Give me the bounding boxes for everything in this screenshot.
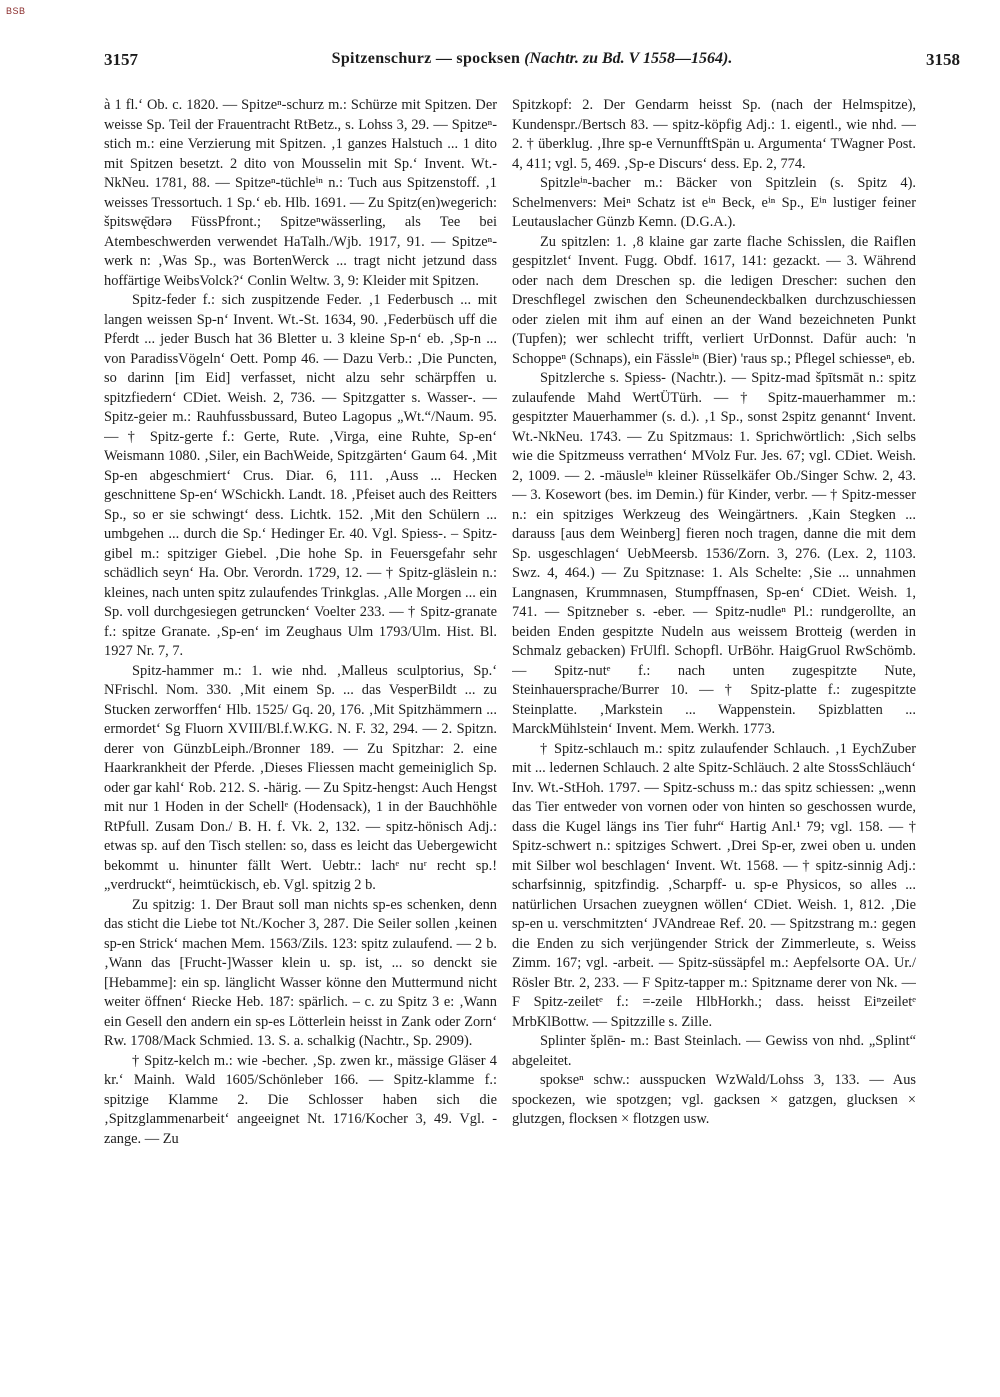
page-header [104, 50, 960, 76]
dictionary-paragraph: Spitzleⁱⁿ-bacher m.: Bäcker von Spitzlein (s. Spitz 4). Schelmenvers: Meiⁿ Schatz ist eⁱⁿ Beck, eⁱⁿ Sp., Eⁱⁿ lustiger feiner Leutauslacher Günzb Kemn. (D.G.A.). [512, 175, 916, 230]
dictionary-paragraph: Spitz-hammer m.: 1. wie nhd. ‚Malleus sculptorius, Sp.‘ NFrischl. Nom. 330. ‚Mit einem Sp. ... das VesperBildt ... zu Stucken zerworffen‘ Hlb. 1525/ Gq. 20, 176. ‚Mit Spitzhämmern ... ermordet‘ Sg Fluorn XVIII/Bl.f.W.KG. N. F. 32, 294. — 2. Spitzn. derer von GünzbLeiph./Bronner 189. — Zu Spitzhar: 2. eine Haarkrankheit der Pferde. ‚Dieses Fliessen macht gemeiniglich Sp. oder gar kahl‘ Rob. 212. S. -härig. — Zu Spitz-hengst: Auch Hengst mit nur 1 Hoden in der Schellᵉ (Hodensack), 1 in der Bauchhöhle RtPfull. Zusam Don./ B. H. f. Vk. 2, 132. — spitz-hönisch Adj.: etwas sp. auf den Tisch stellen: so, dass es leicht das Uebergewicht bekommt u. hinunter fällt Wert. Uebtr.: lachᵉ nuʳ recht sp.! „verdruckt“, heimtückisch, eb. Vgl. spitzig 2 b. [104, 662, 497, 893]
dictionary-paragraph: Zu spitzlen: 1. ‚8 klaine gar zarte flache Schisslen, die Raiflen gespitzlet‘ Invent. Fugg. Obdf. 1617, 141: gezackt. — 3. Während oder nach dem Dreschen sp. die ledigen Drescher: suchen den Dreschflegel zwischen den Scheunendeckbalken durchzuschiessen oder zielen mit ihm auf einen an der Wand bezeichneten Punkt (Tupfen); wer schlecht trifft, verliert UrDonnst. Dafür auch: 'n Schoppeⁿ (Schnaps), ein Fässleⁱⁿ (Bier) 'raus sp.; Pflegel schiesseⁿ, eb. [512, 233, 916, 367]
dictionary-paragraph: Spitzkopf: 2. Der Gendarm heisst Sp. (nach der Helmspitze), Kundenspr./Bertsch 83. — spitz-köpfig Adj.: 1. eigentl., wie nhd. — 2. † überklug. ‚Ihre sp-e VernunfftSpän u. Argumenta‘ TWagner Post. 4, 411; vgl. 5, 469. ‚Sp-e Discurs‘ dess. Ep. 2, 774. [512, 97, 916, 172]
dictionary-paragraph: spokseⁿ schw.: ausspucken WzWald/Lohss 3, 133. — Aus spockezen, wie spotzgen; vgl. gacksen × gatzgen, glucksen × glutzgen, flocksen × flotzgen usw. [512, 1072, 916, 1127]
running-title-main: Spitzenschurz — spocksen [331, 50, 521, 67]
dictionary-paragraph: Splinter šplēn- m.: Bast Steinlach. — Gewiss von nhd. „Splint“ abgeleitet. [512, 1033, 916, 1069]
page-number-right: 3158 [926, 50, 960, 69]
library-stamp: BSB [6, 6, 26, 16]
right-column [512, 96, 916, 1296]
dictionary-paragraph: Spitzlerche s. Spiess- (Nachtr.). — Spitz-mad špītsmāt n.: spitz zulaufende Mahd WertÜTürh. — † Spitz-mauerhammer m.: gespitzter Mauerhammer (s. d.). ‚1 Sp., sonst 2spitz genannt‘ Invent. Wt.-NkNeu. 1743. — Zu Spitzmaus: 1. Sprichwörtlich: ‚Sich selbs wie die Spitzmeuss verrathen‘ MVolz Fur. Jes. 67; vgl. CDiet. Weish. 2, 1009. — 2. -mäusleⁱⁿ kleiner Rüsselkäfer Ob./Singer Schw. 2, 43. — 3. Kosewort (bes. im Demin.) für Kinder, verbr. — † Spitz-messer n.: ein spitziges Werkzeug des Weingärtners. ‚Kain Stegken ... darauss [aus dem Weinberg] fieren noch tragen, danne die mit dem Sp. usgeschlagen‘ UebMeersb. 1536/Zorn. 3, 276. (Lex. 2, 1103. Swz. 4, 464.) — Zu Spitznase: 1. Als Schelte: ‚Sie ... unnahmen Langnasen, Krummnasen, Stumpffnasen, Sp-en‘ CDiet. Weish. 1, 741. — Spitzneber s. -eber. — Spitz-nudleⁿ Pl.: rundgerollte, an beiden Enden gespitzte Nudeln aus weissem Brotteig (werden in Schmalz gebacken) FrUlfl. Schopfl. UrBöhr. HaigGruol RwSchömb. — Spitz-nutᵉ f.: nach unten zugespitzte Nute, Steinhauersprache/Burrer 10. — † Spitz-platte f.: zugespitzte Steinplatte. ‚Markstein ... Wappenstein. Spizblatten ... MarckMühlstein‘ Invent. Mem. Werkh. 1773. [512, 370, 916, 737]
left-column [104, 96, 497, 1286]
dictionary-paragraph: Spitz-feder f.: sich zuspitzende Feder. ‚1 Federbusch ... mit langen weissen Sp-n‘ Invent. Wt.-St. 1634, 90. ‚Federbüsch uff die Pferdt ... jeder Busch hat 36 Bletter u. 3 kleine Sp-n‘ eb. ‚Sp-n ... von ParadissVögeln‘ Oett. Pomp 46. — Dazu Verb.: ‚Die Puncten, so darinn [im Eid] verfasset, nicht alzu sehr schärpffen u. spitzfiedern‘ CDiet. Weish. 2, 736. — Spitzgatter s. Wasser-. — Spitz-geier m.: Rauhfussbussard, Buteo Lagopus „Wt.“/Naum. 95. — † Spitz-gerte f.: Gerte, Rute. ‚Virga, eine Ruhte, Sp-en‘ Weismann 1080. ‚Siler, ein BachWeide, Spitzgärten‘ Gaum 64. ‚Mit Sp-en abgeschmiert‘ Crus. Diar. 6, 111. ‚Auss ... Hecken geschnittene Sp-en‘ WSchickh. Landt. 18. ‚Pfeiset auch des Reitters Sp., so er sie schwingt‘ dess. Lichtk. 152. ‚Mit den Schülern ... umbgehen ... durch die Sp.‘ Hedinger Er. 40. Vgl. Spiess-. – Spitz-gibel m.: spitziger Giebel. ‚Die hohe Sp. in Feuersgefahr sehr schädlich seyn‘ Ha. Obr. Verordn. 1729, 12. — † Spitz-gläslein n.: kleines, nach unten spitz zulaufendes Trinkglas. ‚Alle Morgen ... ein Sp. voll durchgesiegen getruncken‘ Voelter 233. — † Spitz-granate f.: spitze Granate. ‚Sp-en‘ im Zeughaus Ulm 1793/Ulm. Hist. Bl. 1927 Nr. 7, 7. [104, 292, 497, 659]
dictionary-paragraph: † Spitz-kelch m.: wie -becher. ‚Sp. zwen kr., mässige Gläser 4 kr.‘ Mainh. Wald 1605/Schönleber 166. — Spitz-klamme f.: spitzige Klamme 2. Die Schlosser haben sich die ‚Spitzglammenarbeit‘ angeeignet Nt. 1716/Kocher 3, 49. Vgl. -zange. — Zu [104, 1052, 497, 1147]
dictionary-paragraph: Zu spitzig: 1. Der Braut soll man nichts sp-es schenken, denn das sticht die Liebe tot Nt./Kocher 3, 287. Die Seiler sollen ‚keinen sp-en Strick‘ machen Mem. 1563/Zils. 123: spitz zulaufend. — 2 b. ‚Wann das [Frucht-]Wasser klein u. sp. ist, ... so denckt sie [Hebamme]: ein sp. länglicht Wasser könne den Muttermund nicht weiter öffnen‘ Riecke Heb. 187: spärlich. – c. zu Spitz 3 e: ‚Wann ein Gesell den andern ein sp-es Lötterlein heisst in Zank oder Zorn‘ Rw. 1708/Mack Schmied. 13. S. a. schalkig (Nachtr., Sp. 2909). [104, 896, 497, 1049]
running-title-italic: (Nachtr. zu Bd. V 1558—1564). [524, 50, 733, 67]
running-title [104, 50, 960, 68]
dictionary-paragraph: à 1 fl.‘ Ob. c. 1820. — Spitzeⁿ-schurz m.: Schürze mit Spitzen. Der weisse Sp. Teil der Frauentracht RtBetz., s. Lohss 3, 29. — Spitzeⁿ-stich m.: eine Verzierung mit Spitzen. ‚1 ganzes Halstuch ... 1 dito mit Spitzen besetzt. 2 dito von Mousselin mit Sp.‘ Invent. Wt.-NkNeu. 1781, 88. — Spitzeⁿ-tüchleⁱⁿ n.: Tuch aus Spitzenstoff. ‚1 weisses Tressortuch. 1 Sp.‘ eb. Hlb. 1691. — Zu Spitz(en)wegerich: špitswę̄dərə FüssPfront.; Spitzeⁿwässerling, als Tee bei Atembeschwerden verwendet HaTalh./Wjb. 1917, 91. — Spitzeⁿ-werk n: ‚Was Sp., was BortenWerck ... tragt nicht jetzund dass hoffärtige WeibsVolck?‘ Conlin Weltw. 3, 9: Kleider mit Spitzen. [104, 97, 497, 289]
page-number-left: 3157 [104, 50, 138, 69]
dictionary-paragraph: † Spitz-schlauch m.: spitz zulaufender Schlauch. ‚1 EychZuber mit ... ledernen Schlauch. 2 alte Spitz-Schläuch. 2 alte StossSchläuch‘ Inv. Wt.-StHoh. 1797. — Spitz-schuss m.: das spitz schiessen: „wenn das Tier entweder von vornen oder von hinten so geschossen wurde, dass die Kugel längs ins Tier fuhr“ Hartig Anl.¹ 79; vgl. 158. — † Spitz-schwert n.: spitziges Schwert. ‚Drei Sp-er, zwei oben u. unden mit Silber wol beschlagen‘ Invent. Wt. 1568. — † spitz-sinnig Adj.: scharfsinnig, spitzfindig. ‚Scharpff- u. sp-e Physicos, so alles ... natürlichen Ursachen zueygnen wöllen‘ CDiet. Weish. 1, 812. ‚Die sp-en u. verschmitzten‘ JVAndreae Ref. 20. — Spitzstrang m.: gegen die Enden zu sich verjüngender Strick der Zimmerleute, s. Weiss Zimm. 167; vgl. -arbeit. — Spitz-süssäpfel m.: Aepfelsorte OA. Ur./ Rösler Btr. 2, 233. — F Spitz-tapper m.: Spitzname derer von Nk. — F Spitz-zeiletᵉ f.: =-zeile HlbHorkh.; dass. heisst Eiⁿzeiletᵉ MrbKlBottw. — Spitzzille s. Zille. [512, 740, 916, 1030]
